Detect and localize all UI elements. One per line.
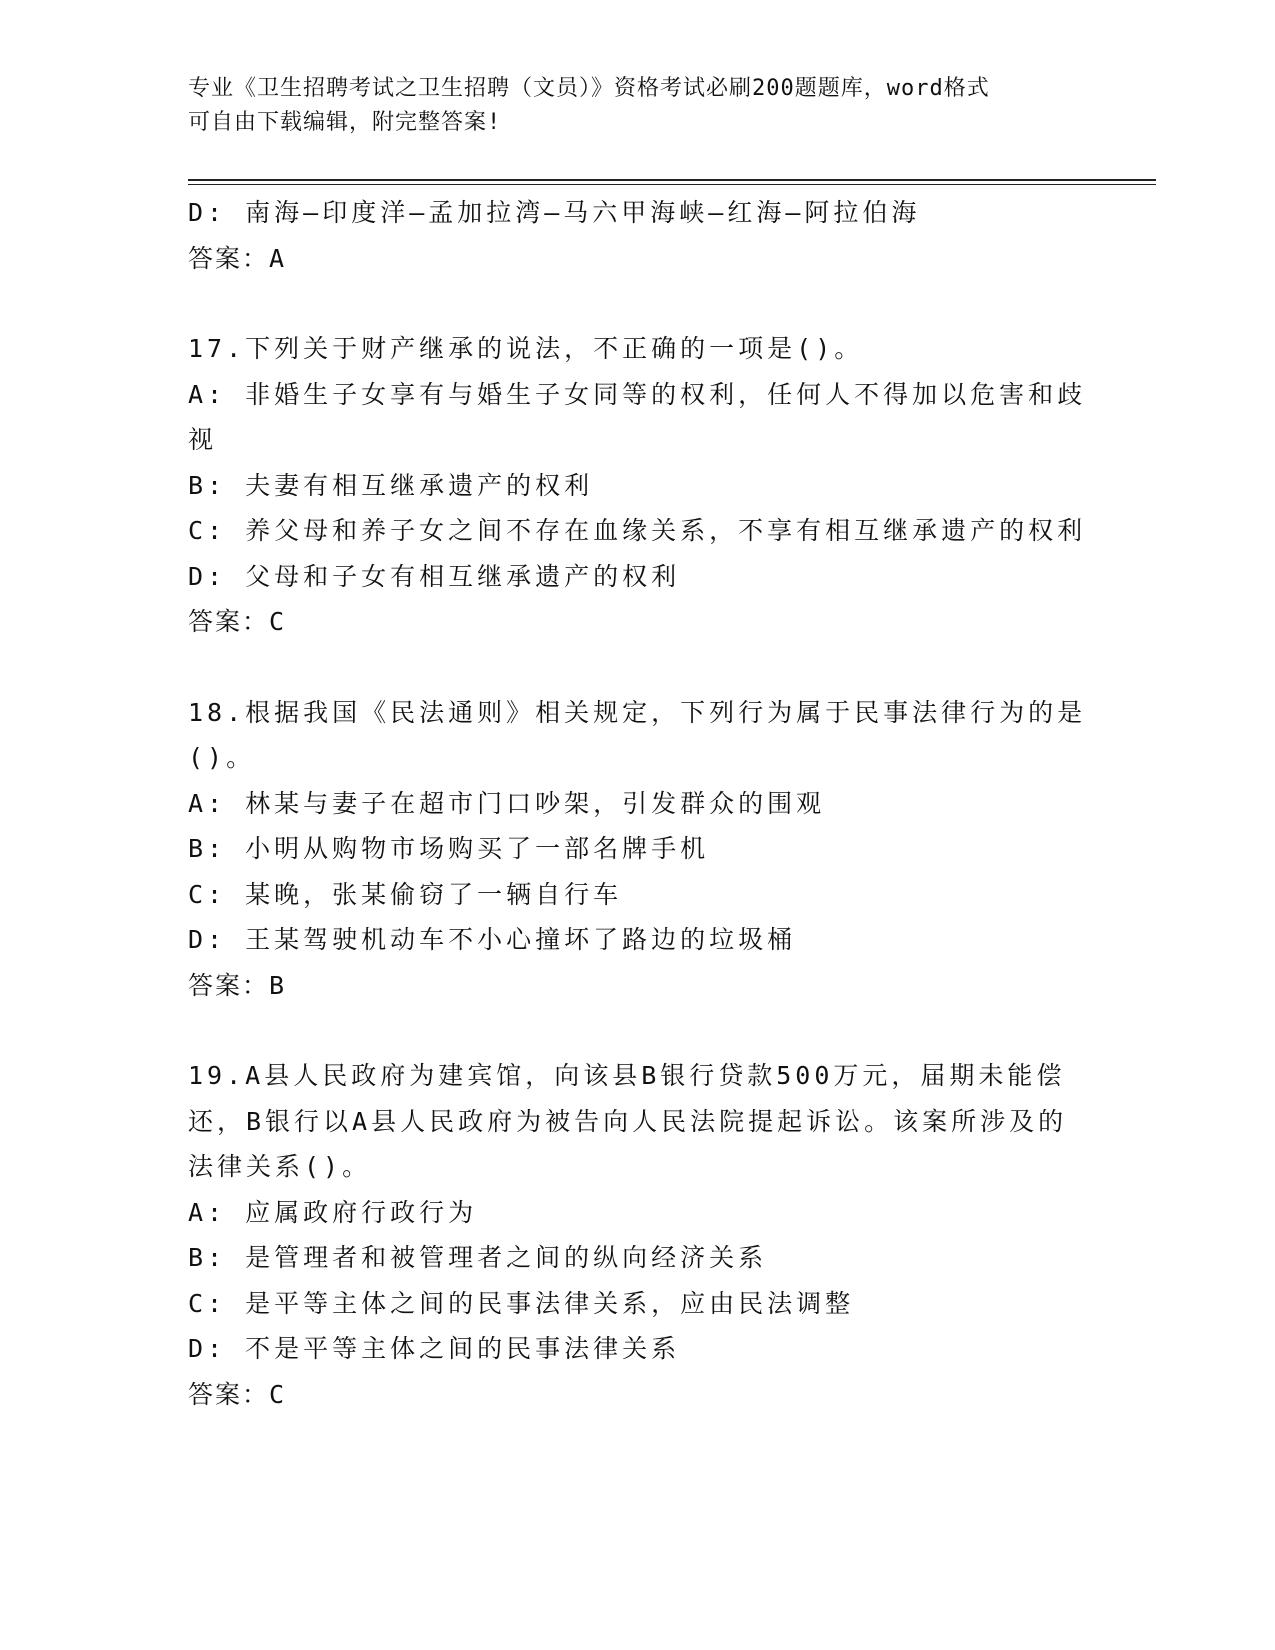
spacer (188, 281, 1088, 326)
header-divider-thick (188, 179, 1156, 181)
question-stem-continued: 法律关系()。 (188, 1152, 372, 1181)
question-stem-continued: 还，B银行以A县人民政府为被告向人民法院提起诉讼。该案所涉及的 (188, 1106, 1068, 1136)
answer-line: 答案：C (188, 1379, 287, 1409)
question-stem-continued: ()。 (188, 743, 256, 772)
option-b: B: 小明从购物市场购买了一部名牌手机 (188, 834, 710, 863)
page-header (188, 72, 1088, 140)
question-18 (188, 690, 1088, 1009)
option-d: D: 王某驾驶机动车不小心撞坏了路边的垃圾桶 (188, 925, 797, 954)
option-a: A: 非婚生子女享有与婚生子女同等的权利，任何人不得加以危害和歧 (188, 379, 1087, 409)
option-a-continued: 视 (188, 425, 218, 454)
question-list (188, 190, 1088, 1417)
question-17 (188, 326, 1088, 645)
question-19 (188, 1053, 1088, 1417)
header-subtitle-line: 可自由下载编辑，附完整答案! (188, 110, 502, 135)
option-d: D: 父母和子女有相互继承遗产的权利 (188, 561, 681, 591)
answer-line: 答案：B (188, 970, 287, 1000)
spacer (188, 1008, 1088, 1053)
header-title-line: 专业《卫生招聘考试之卫生招聘（文员）》资格考试必刷200题题库，word格式 (188, 76, 990, 101)
answer-line: 答案：A (188, 243, 287, 273)
question-stem: 18.根据我国《民法通则》相关规定，下列行为属于民事法律行为的是 (188, 697, 1087, 727)
answer-line: 答案：C (188, 607, 287, 636)
option-a: A: 应属政府行政行为 (188, 1197, 478, 1227)
question-stem: 17.下列关于财产继承的说法，不正确的一项是()。 (188, 334, 864, 363)
option-a: A: 林某与妻子在超市门口吵架，引发群众的围观 (188, 788, 826, 818)
option-c: C: 某晚，张某偷窃了一辆自行车 (188, 879, 623, 909)
question-stem: 19.A县人民政府为建宾馆，向该县B银行贷款500万元，届期未能偿 (188, 1061, 1066, 1090)
previous-question-tail (188, 190, 1088, 281)
option-b: B: 是管理者和被管理者之间的纵向经济关系 (188, 1243, 768, 1272)
spacer (188, 645, 1088, 690)
option-d: D: 南海—印度洋—孟加拉湾—马六甲海峡—红海—阿拉伯海 (188, 198, 921, 227)
option-c: C: 养父母和养子女之间不存在血缘关系，不享有相互继承遗产的权利 (188, 516, 1087, 545)
option-c: C: 是平等主体之间的民事法律关系，应由民法调整 (188, 1288, 855, 1318)
header-divider-thin (188, 184, 1156, 185)
option-d: D: 不是平等主体之间的民事法律关系 (188, 1334, 681, 1363)
option-b: B: 夫妻有相互继承遗产的权利 (188, 470, 594, 500)
